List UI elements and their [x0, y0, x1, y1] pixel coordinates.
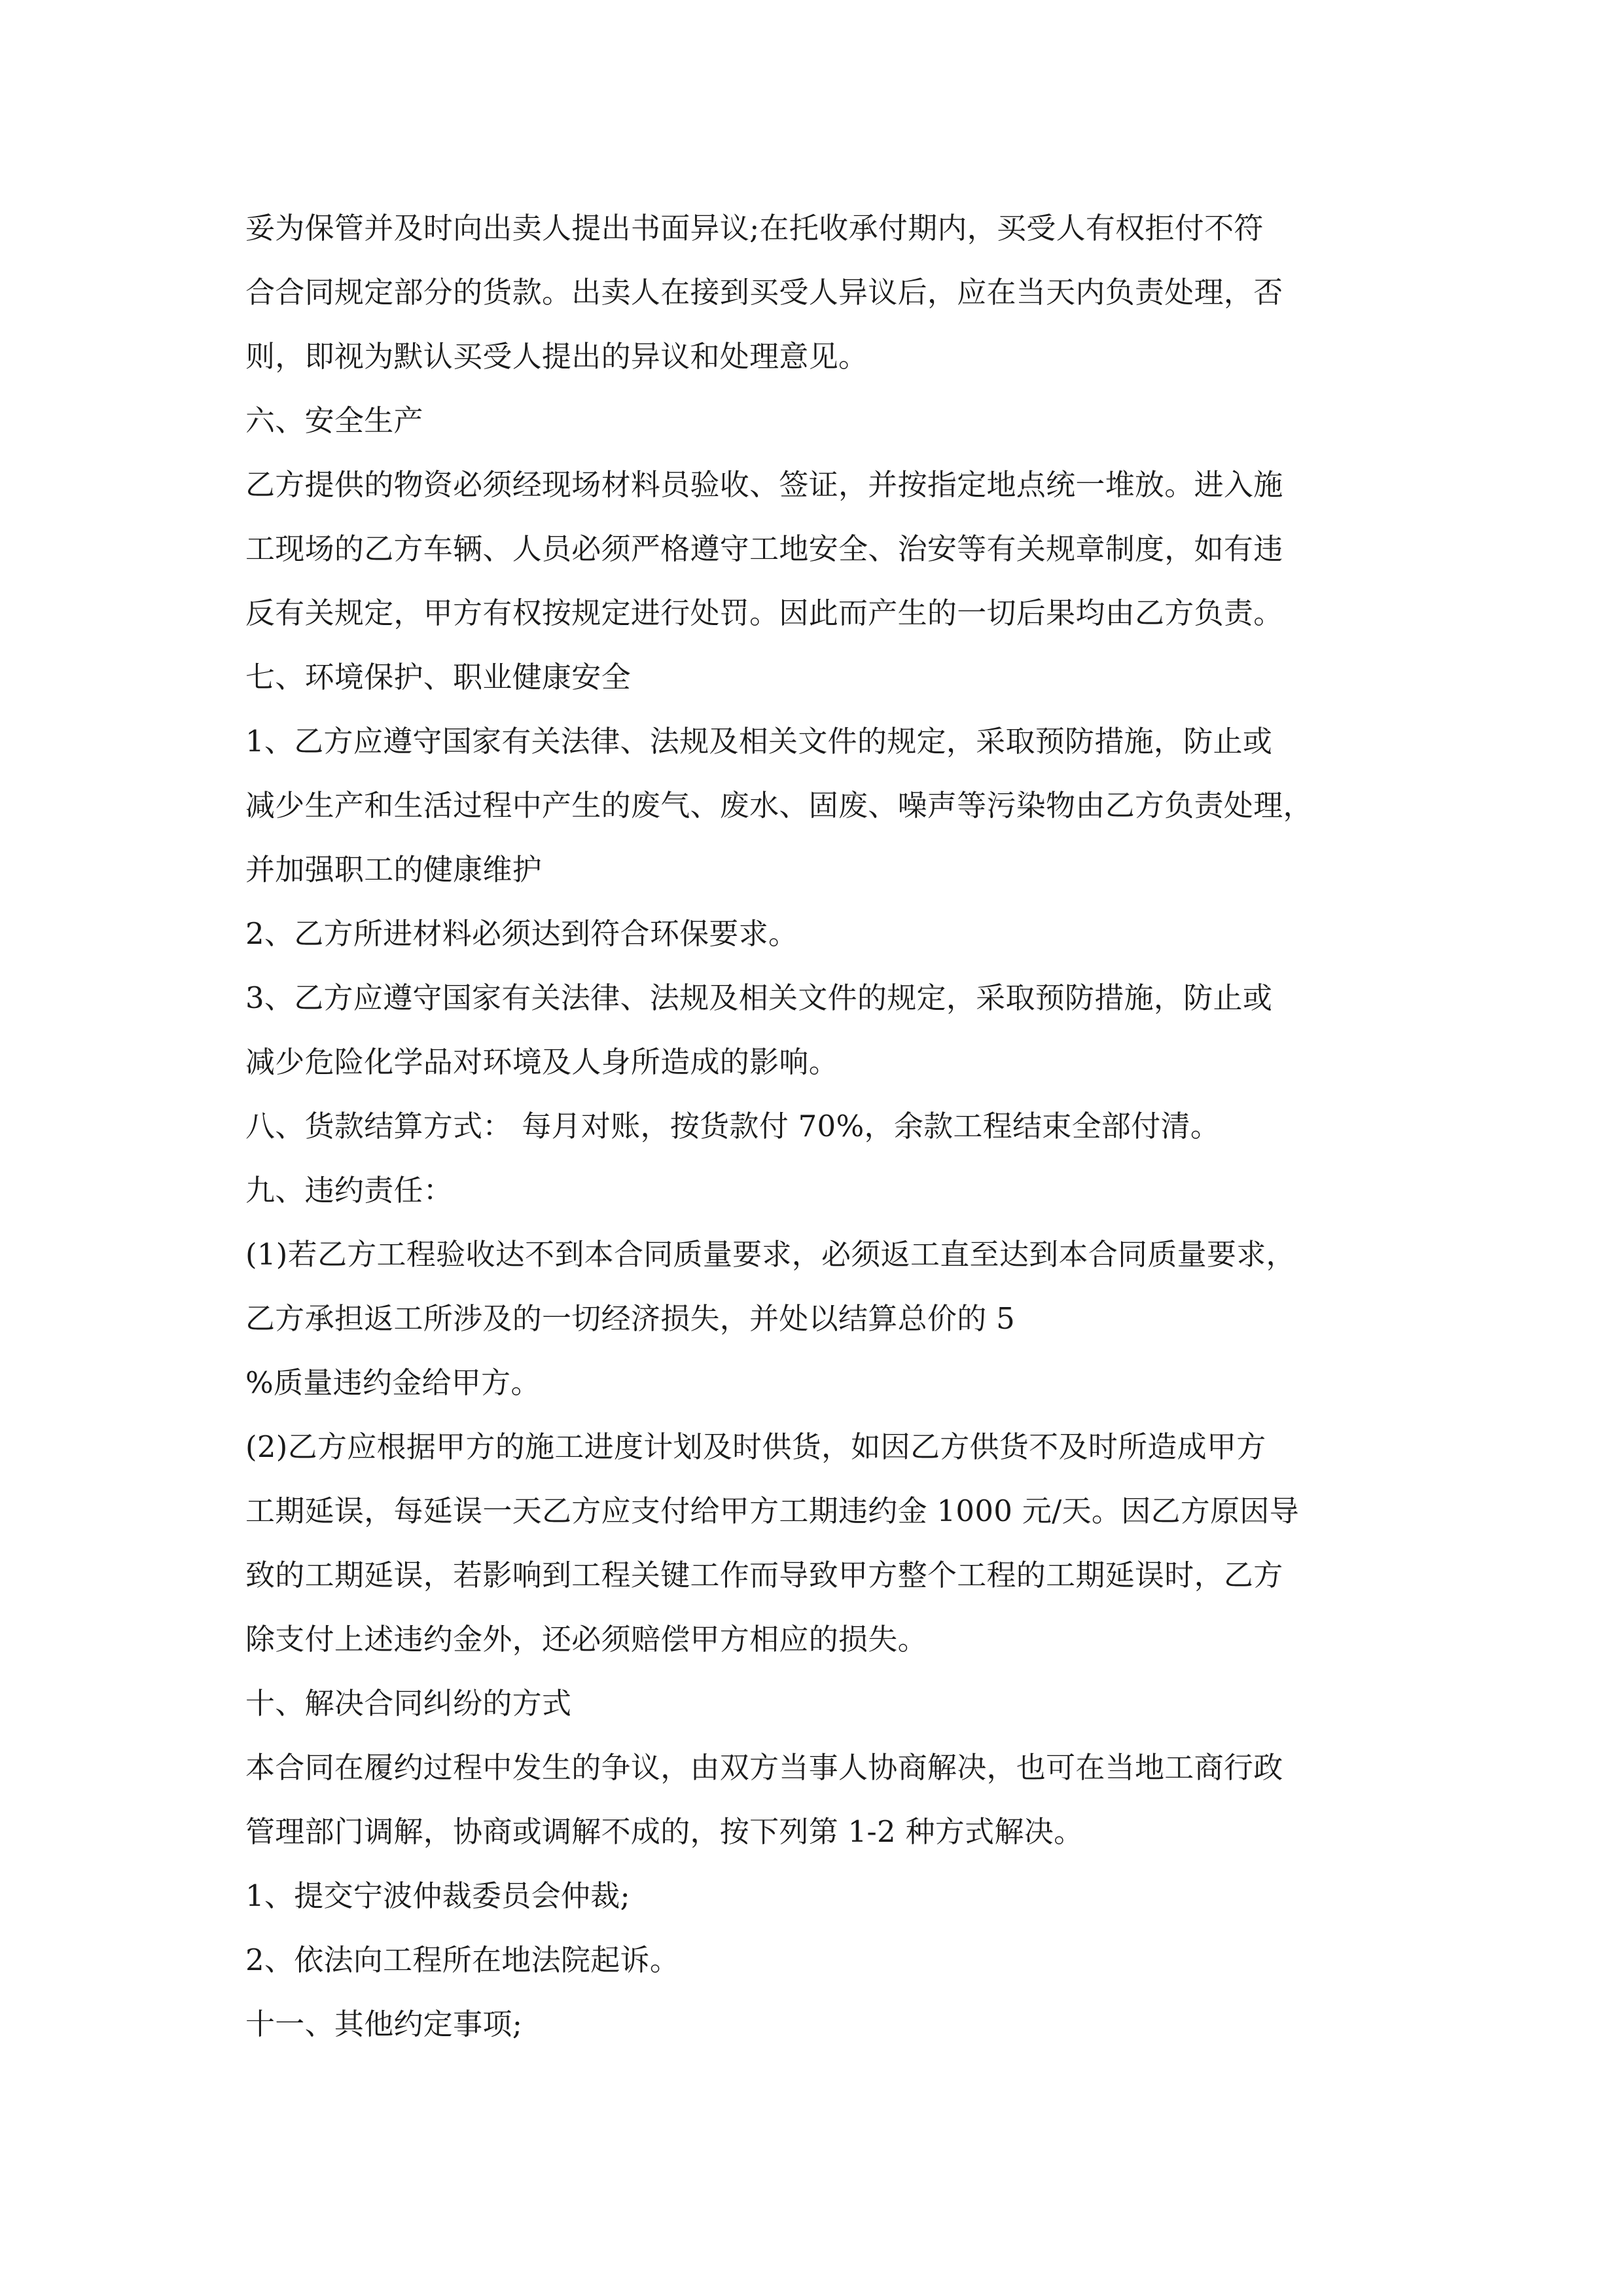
- text-line: 除支付上述违约金外，还必须赔偿甲方相应的损失。: [245, 1622, 927, 1657]
- text-line: 致的工期延误，若影响到工程关键工作而导致甲方整个工程的工期延误时，乙方: [245, 1558, 1283, 1592]
- section-heading: 九、违约责任：: [245, 1173, 454, 1208]
- section-heading: 六、安全生产: [245, 403, 423, 438]
- text-line: 乙方提供的物资必须经现场材料员验收、签证，并按指定地点统一堆放。进入施: [245, 467, 1283, 502]
- text-line: 2、依法向工程所在地法院起诉。: [245, 1943, 680, 1977]
- text-line: 工期延误，每延误一天乙方应支付给甲方工期违约金 1000 元/天。因乙方原因导: [245, 1494, 1299, 1528]
- text-line: 3、乙方应遵守国家有关法律、法规及相关文件的规定，采取预防措施，防止或: [245, 980, 1273, 1015]
- text-line: 1、乙方应遵守国家有关法律、法规及相关文件的规定，采取预防措施，防止或: [245, 724, 1273, 759]
- section-heading: 八、货款结算方式： 每月对账，按货款付 70%，余款工程结束全部付清。: [245, 1109, 1221, 1143]
- section-heading: 十、解决合同纠纷的方式: [245, 1686, 572, 1721]
- text-line: 2、乙方所进材料必须达到符合环保要求。: [245, 916, 798, 951]
- text-line: %质量违约金给甲方。: [245, 1365, 541, 1400]
- text-line: 减少危险化学品对环境及人身所造成的影响。: [245, 1045, 839, 1079]
- text-line: 妥为保管并及时向出卖人提出书面异议;在托收承付期内，买受人有权拒付不符: [245, 211, 1264, 245]
- text-line: 反有关规定，甲方有权按规定进行处罚。因此而产生的一切后果均由乙方负责。: [245, 596, 1283, 630]
- text-line: 乙方承担返工所涉及的一切经济损失，并处以结算总价的 5: [245, 1301, 1016, 1336]
- section-heading: 七、环境保护、职业健康安全: [245, 660, 631, 694]
- text-line: 减少生产和生活过程中产生的废气、废水、固废、噪声等污染物由乙方负责处理，: [245, 788, 1313, 823]
- text-line: 合合同规定部分的货款。出卖人在接到买受人异议后，应在当天内负责处理，否: [245, 275, 1283, 310]
- text-line: 1、提交宁波仲裁委员会仲裁;: [245, 1878, 630, 1913]
- text-line: 管理部门调解，协商或调解不成的，按下列第 1-2 种方式解决。: [245, 1814, 1084, 1849]
- text-line: 工现场的乙方车辆、人员必须严格遵守工地安全、治安等有关规章制度，如有违: [245, 531, 1283, 566]
- text-line: 并加强职工的健康维护: [245, 852, 543, 887]
- document-body: [245, 196, 1410, 2056]
- text-line: (1)若乙方工程验收达不到本合同质量要求，必须返工直至达到本合同质量要求，: [245, 1237, 1296, 1272]
- text-line: (2)乙方应根据甲方的施工进度计划及时供货，如因乙方供货不及时所造成甲方: [245, 1429, 1266, 1464]
- text-line: 则，即视为默认买受人提出的异议和处理意见。: [245, 339, 868, 374]
- text-line: 本合同在履约过程中发生的争议，由双方当事人协商解决，也可在当地工商行政: [245, 1750, 1283, 1785]
- section-heading: 十一、其他约定事项;: [245, 2007, 523, 2041]
